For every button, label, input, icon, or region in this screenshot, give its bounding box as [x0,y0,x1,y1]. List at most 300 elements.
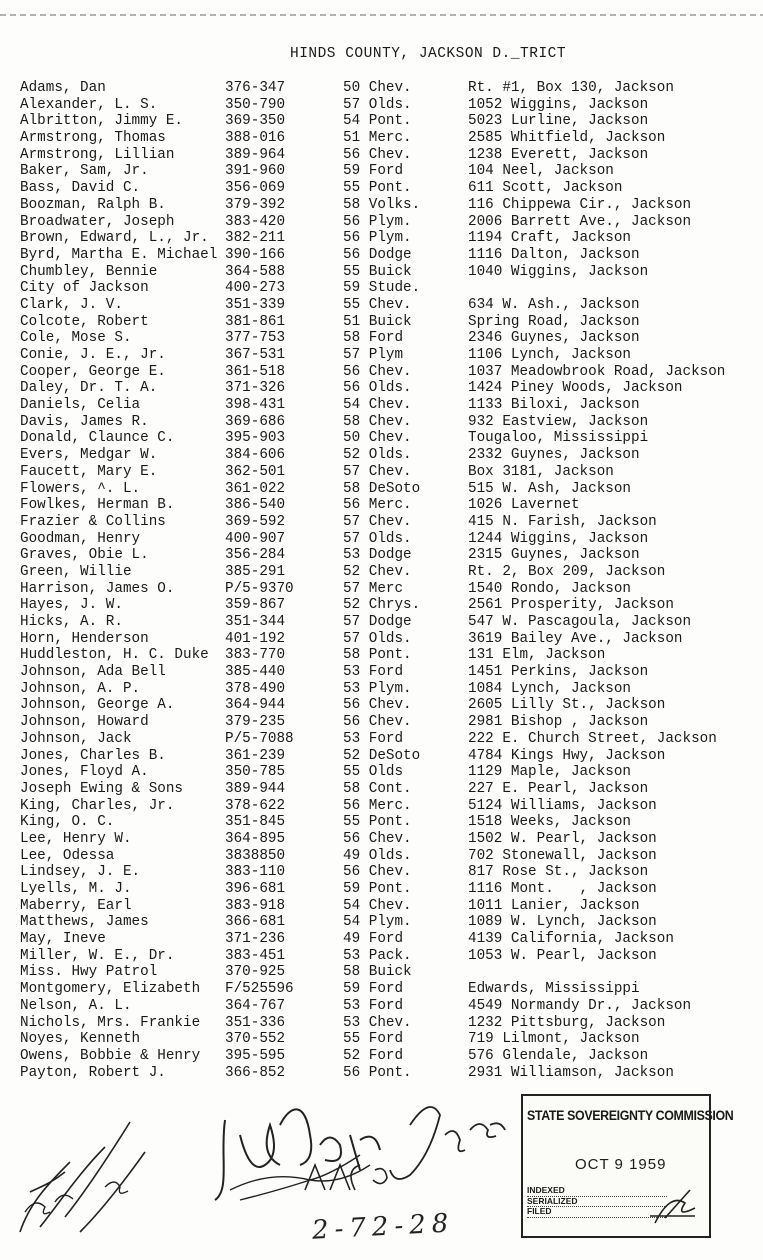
record-car: 56 Merc. [343,797,412,814]
record-address: 1451 Perkins, Jackson [468,664,649,681]
handwritten-file-number: 2-72-28 [311,1208,455,1246]
handwritten-note-middle [210,1095,510,1215]
record-car: 57 Olds. [343,630,412,647]
record-row [20,581,763,598]
record-car: 53 Ford [343,997,404,1014]
record-address: 1238 Everett, Jackson [468,146,649,163]
record-name: Davis, James R. [20,413,149,430]
record-car: 56 Dodge [343,246,412,263]
record-name: Harrison, James O. [20,580,175,597]
record-address: 4139 California, Jackson [468,931,674,948]
record-address: 1540 Rondo, Jackson [468,580,632,597]
record-license: P/5-9370 [225,580,294,597]
record-address: 515 W. Ash, Jackson [468,480,632,497]
record-name: Boozman, Ralph B. [20,196,166,213]
record-license: F/525596 [225,981,294,998]
record-car: 58 Cont. [343,780,412,797]
record-address: 1040 Wiggins, Jackson [468,263,649,280]
record-row [20,798,763,815]
record-car: 52 Olds. [343,447,412,464]
record-address: 227 E. Pearl, Jackson [468,780,649,797]
record-row [20,964,763,981]
record-address: 5124 Williams, Jackson [468,797,657,814]
record-name: Johnson, Howard [20,714,149,731]
record-license: 384-606 [225,447,286,464]
record-address: 2346 Guynes, Jackson [468,330,640,347]
record-row [20,881,763,898]
record-license: 383-451 [225,947,286,964]
record-car: 53 Pack. [343,947,412,964]
record-license: 377-753 [225,330,286,347]
stamp-line-indexed: INDEXED [527,1186,667,1197]
record-license: P/5-7088 [225,730,294,747]
record-license: 385-291 [225,563,286,580]
record-row [20,814,763,831]
record-license: 370-552 [225,1031,286,1048]
record-car: 51 Merc. [343,130,412,147]
record-license: 398-431 [225,397,286,414]
record-license: 362-501 [225,463,286,480]
record-license: 366-681 [225,914,286,931]
record-row [20,764,763,781]
record-car: 53 Dodge [343,547,412,564]
record-name: Miller, W. E., Dr. [20,947,175,964]
record-address: 547 W. Pascagoula, Jackson [468,614,692,630]
handwriting-middle-strokes [210,1095,510,1215]
record-name: Noyes, Kenneth [20,1031,141,1048]
record-car: 56 Chev. [343,697,412,714]
record-license: 351-336 [225,1014,286,1031]
record-license: 390-166 [225,246,286,263]
record-name: Jones, Floyd A. [20,764,149,781]
record-address: 222 E. Church Street, Jackson [468,730,717,747]
record-address: Tougaloo, Mississippi [468,430,649,447]
record-row [20,280,763,297]
record-address: 116 Chippewa Cir., Jackson [468,196,692,213]
stamp-line-serialized: SERIALIZED [527,1197,667,1208]
record-car: 49 Olds. [343,847,412,864]
record-address: 1424 Piney Woods, Jackson [468,380,683,397]
record-license: 364-895 [225,830,286,847]
record-name: Johnson, A. P. [20,680,141,697]
record-car: 53 Plym. [343,680,412,697]
record-license: 356-284 [225,547,286,564]
record-name: Johnson, Ada Bell [20,664,166,681]
record-row [20,380,763,397]
record-license: 371-326 [225,380,286,397]
record-license: 350-790 [225,96,286,113]
record-address: 702 Stonewall, Jackson [468,847,657,864]
stamp-title: STATE SOVEREIGNTY COMMISSION [527,1108,734,1123]
record-car: 54 Plym. [343,914,412,931]
record-car: 58 DeSoto [343,480,421,497]
record-name: Miss. Hwy Patrol [20,964,158,981]
record-name: Johnson, Jack [20,730,132,747]
record-car: 57 Plym [343,347,404,363]
record-address: Edwards, Mississippi [468,981,640,998]
record-row [20,998,763,1015]
record-license: 369-592 [225,513,286,530]
record-car: 59 Ford [343,163,404,180]
record-license: 401-192 [225,630,286,647]
record-car: 55 Ford [343,1031,404,1048]
record-row [20,330,763,347]
record-name: Goodman, Henry [20,530,141,547]
record-name: Lee, Henry W. [20,830,132,847]
record-name: Nichols, Mrs. Frankie [20,1014,201,1031]
record-name: Nelson, A. L. [20,997,132,1014]
record-address: 2315 Guynes, Jackson [468,547,640,564]
record-name: Horn, Henderson [20,630,149,647]
record-car: 59 Stude. [343,280,421,297]
record-name: Bass, David C. [20,180,141,197]
record-address: 817 Rose St., Jackson [468,864,649,881]
record-row [20,464,763,481]
record-car: 56 Pont. [343,1064,412,1081]
record-address: 104 Neel, Jackson [468,163,614,180]
records-list [20,80,763,1081]
handwritten-note-left [10,1092,170,1242]
record-row [20,781,763,798]
record-name: Baker, Sam, Jr. [20,163,149,180]
record-address: 1116 Mont. , Jackson [468,881,657,897]
record-name: Lyells, M. J. [20,881,132,897]
record-license: 369-350 [225,113,286,130]
record-address: 1084 Lynch, Jackson [468,680,632,697]
record-row [20,347,763,364]
record-name: Evers, Medgar W. [20,447,158,464]
record-license: 361-518 [225,363,286,380]
record-name: Adams, Dan [20,80,106,96]
record-name: King, Charles, Jr. [20,797,175,814]
record-row [20,748,763,765]
handwritten-note-middle-text [210,1095,211,1096]
record-row [20,230,763,247]
record-name: Joseph Ewing & Sons [20,780,184,797]
record-address: 1129 Maple, Jackson [468,764,632,781]
record-name: Lee, Odessa [20,847,115,864]
record-row [20,681,763,698]
record-license: 383-918 [225,897,286,914]
record-license: 370-925 [225,964,286,981]
record-car: 57 Chev. [343,513,412,530]
stamp-initials-signature [645,1188,705,1228]
sovereignty-commission-stamp [521,1094,734,1238]
record-car: 52 Chrys. [343,597,421,614]
record-license: 389-964 [225,146,286,163]
record-address: 932 Eastview, Jackson [468,413,649,430]
record-name: Albritton, Jimmy E. [20,113,184,130]
record-license: 395-595 [225,1047,286,1064]
record-license: 383-420 [225,213,286,230]
record-address: 2931 Williamson, Jackson [468,1064,674,1081]
record-license: 381-861 [225,313,286,330]
record-car: 55 Chev. [343,296,412,313]
record-row [20,564,763,581]
record-address: 1106 Lynch, Jackson [468,347,632,363]
record-car: 56 Chev. [343,830,412,847]
record-license: 359-867 [225,597,286,614]
record-address: 3619 Bailey Ave., Jackson [468,630,683,647]
record-license: 379-235 [225,714,286,731]
record-row [20,1065,763,1082]
record-row [20,514,763,531]
record-name: Jones, Charles B. [20,747,166,764]
record-address: 1026 Lavernet [468,497,580,514]
record-address: 1053 W. Pearl, Jackson [468,947,657,964]
record-row [20,163,763,180]
record-row [20,197,763,214]
record-license: 350-785 [225,764,286,781]
record-car: 51 Buick [343,313,412,330]
record-license: 364-767 [225,997,286,1014]
record-name: Hicks, A. R. [20,614,123,630]
record-license: 391-960 [225,163,286,180]
record-license: 383-770 [225,647,286,664]
record-row [20,547,763,564]
record-car: 56 Chev. [343,714,412,731]
record-license: 361-239 [225,747,286,764]
record-name: Graves, Obie L. [20,547,149,564]
record-car: 56 Chev. [343,146,412,163]
record-row [20,614,763,631]
record-address: 719 Lilmont, Jackson [468,1031,640,1048]
record-name: Colcote, Robert [20,313,149,330]
record-license: 378-622 [225,797,286,814]
record-car: 57 Olds. [343,96,412,113]
record-license: 356-069 [225,180,286,197]
record-name: King, O. C. [20,814,115,831]
record-license: 369-686 [225,413,286,430]
record-row [20,714,763,731]
scan-edge-line [0,14,763,16]
record-name: Fowlkes, Herman B. [20,497,175,514]
record-address: 1502 W. Pearl, Jackson [468,830,657,847]
record-license: 361-022 [225,480,286,497]
record-car: 56 Merc. [343,497,412,514]
record-address: 5023 Lurline, Jackson [468,113,649,130]
record-car: 50 Chev. [343,430,412,447]
record-car: 55 Pont. [343,180,412,197]
record-license: 364-944 [225,697,286,714]
record-row [20,97,763,114]
record-license: 383-110 [225,864,286,881]
record-row [20,430,763,447]
record-address: 1518 Weeks, Jackson [468,814,632,831]
record-row [20,848,763,865]
record-address: 2605 Lilly St., Jackson [468,697,666,714]
record-name: Owens, Bobbie & Henry [20,1047,201,1064]
record-row [20,314,763,331]
record-license: 351-339 [225,296,286,313]
record-row [20,397,763,414]
record-address: 415 N. Farish, Jackson [468,513,657,530]
record-name: Payton, Robert J. [20,1064,166,1081]
record-car: 58 Pont. [343,647,412,664]
record-license: 367-531 [225,347,286,363]
record-license: 3838850 [225,847,286,864]
record-name: Conie, J. E., Jr. [20,347,166,363]
record-license: 400-907 [225,530,286,547]
record-name: Armstrong, Thomas [20,130,166,147]
record-car: 55 Buick [343,263,412,280]
record-name: Frazier & Collins [20,513,166,530]
record-car: 57 Dodge [343,614,412,630]
record-row [20,631,763,648]
record-car: 57 Merc [343,580,404,597]
record-license: 400-273 [225,280,286,297]
record-row [20,597,763,614]
record-car: 50 Chev. [343,80,412,96]
record-car: 55 Pont. [343,814,412,831]
record-address: 4784 Kings Hwy, Jackson [468,747,666,764]
record-car: 58 Buick [343,964,412,981]
record-row [20,831,763,848]
record-name: Lindsey, J. E. [20,864,141,881]
record-address: 131 Elm, Jackson [468,647,606,664]
record-name: Armstrong, Lillian [20,146,175,163]
record-row [20,1031,763,1048]
record-name: Maberry, Earl [20,897,132,914]
record-name: Montgomery, Elizabeth [20,981,201,998]
record-row [20,914,763,931]
record-row [20,898,763,915]
record-car: 58 Volks. [343,196,421,213]
record-car: 59 Ford [343,981,404,998]
record-car: 56 Olds. [343,380,412,397]
record-row [20,1048,763,1065]
record-name: Alexander, L. S. [20,96,158,113]
record-name: Huddleston, H. C. Duke [20,647,209,664]
record-row [20,447,763,464]
record-license: 395-903 [225,430,286,447]
record-address: 1244 Wiggins, Jackson [468,530,649,547]
record-name: City of Jackson [20,280,149,297]
record-row [20,647,763,664]
record-license: 389-944 [225,780,286,797]
record-address: 1232 Pittsburg, Jackson [468,1014,666,1031]
record-license: 386-540 [225,497,286,514]
record-name: Cooper, George E. [20,363,166,380]
record-car: 52 Ford [343,1047,404,1064]
record-address: 2006 Barrett Ave., Jackson [468,213,692,230]
record-name: Donald, Claunce C. [20,430,175,447]
record-row [20,664,763,681]
record-name: Brown, Edward, L., Jr. [20,230,209,247]
record-car: 53 Chev. [343,1014,412,1031]
record-address: Box 3181, Jackson [468,463,614,480]
record-row [20,264,763,281]
stamp-line-filed: FILED [527,1207,667,1218]
record-row [20,864,763,881]
record-address: 1011 Lanier, Jackson [468,897,640,914]
record-car: 56 Plym. [343,230,412,247]
record-address: 611 Scott, Jackson [468,180,623,197]
record-row [20,931,763,948]
record-row [20,531,763,548]
record-row [20,247,763,264]
record-row [20,113,763,130]
record-license: 366-852 [225,1064,286,1081]
record-license: 378-490 [225,680,286,697]
record-car: 56 Chev. [343,363,412,380]
record-name: Daniels, Celia [20,397,141,414]
record-address: 576 Glendale, Jackson [468,1047,649,1064]
record-name: May, Ineve [20,931,106,948]
record-row [20,364,763,381]
record-license: 351-344 [225,614,286,630]
record-row [20,80,763,97]
record-row [20,180,763,197]
record-address: 1116 Dalton, Jackson [468,246,640,263]
stamp-date: OCT 9 1959 [575,1156,667,1173]
record-car: 58 Chev. [343,413,412,430]
record-car: 58 Ford [343,330,404,347]
record-license: 379-392 [225,196,286,213]
record-car: 55 Olds [343,764,404,781]
record-address: 1194 Craft, Jackson [468,230,632,247]
record-row [20,981,763,998]
record-address: 2585 Whitfield, Jackson [468,130,666,147]
record-license: 388-016 [225,130,286,147]
record-address: 1052 Wiggins, Jackson [468,96,649,113]
record-row [20,1015,763,1032]
record-name: Chumbley, Bennie [20,263,158,280]
record-address: 1089 W. Lynch, Jackson [468,914,657,931]
record-license: 396-681 [225,881,286,897]
record-name: Flowers, ^. L. [20,480,141,497]
record-row [20,214,763,231]
record-address: 2981 Bishop , Jackson [468,714,649,731]
record-license: 364-588 [225,263,286,280]
record-name: Broadwater, Joseph [20,213,175,230]
handwritten-note-left-text [10,1092,11,1093]
record-row [20,414,763,431]
record-car: 56 Chev. [343,864,412,881]
record-car: 53 Ford [343,664,404,681]
record-address: 634 W. Ash., Jackson [468,296,640,313]
record-car: 54 Pont. [343,113,412,130]
record-name: Daley, Dr. T. A. [20,380,158,397]
record-address: 2332 Guynes, Jackson [468,447,640,464]
record-row [20,297,763,314]
record-address: 2561 Prosperity, Jackson [468,597,674,614]
record-name: Cole, Mose S. [20,330,132,347]
record-car: 57 Chev. [343,463,412,480]
record-car: 54 Chev. [343,397,412,414]
record-name: Johnson, George A. [20,697,175,714]
record-row [20,948,763,965]
record-car: 54 Chev. [343,897,412,914]
page-title: HINDS COUNTY, JACKSON D._TRICT [290,46,567,62]
record-row [20,147,763,164]
record-license: 351-845 [225,814,286,831]
record-car: 59 Pont. [343,881,412,897]
record-license: 382-211 [225,230,286,247]
record-license: 376-347 [225,80,286,96]
record-car: 57 Olds. [343,530,412,547]
record-address: Rt. #1, Box 130, Jackson [468,80,674,96]
record-name: Green, Willie [20,563,132,580]
record-row [20,481,763,498]
record-name: Hayes, J. W. [20,597,123,614]
record-license: 385-440 [225,664,286,681]
record-address: 1133 Biloxi, Jackson [468,397,640,414]
record-car: 53 Ford [343,730,404,747]
record-car: 49 Ford [343,931,404,948]
record-address: Spring Road, Jackson [468,313,640,330]
record-row [20,697,763,714]
